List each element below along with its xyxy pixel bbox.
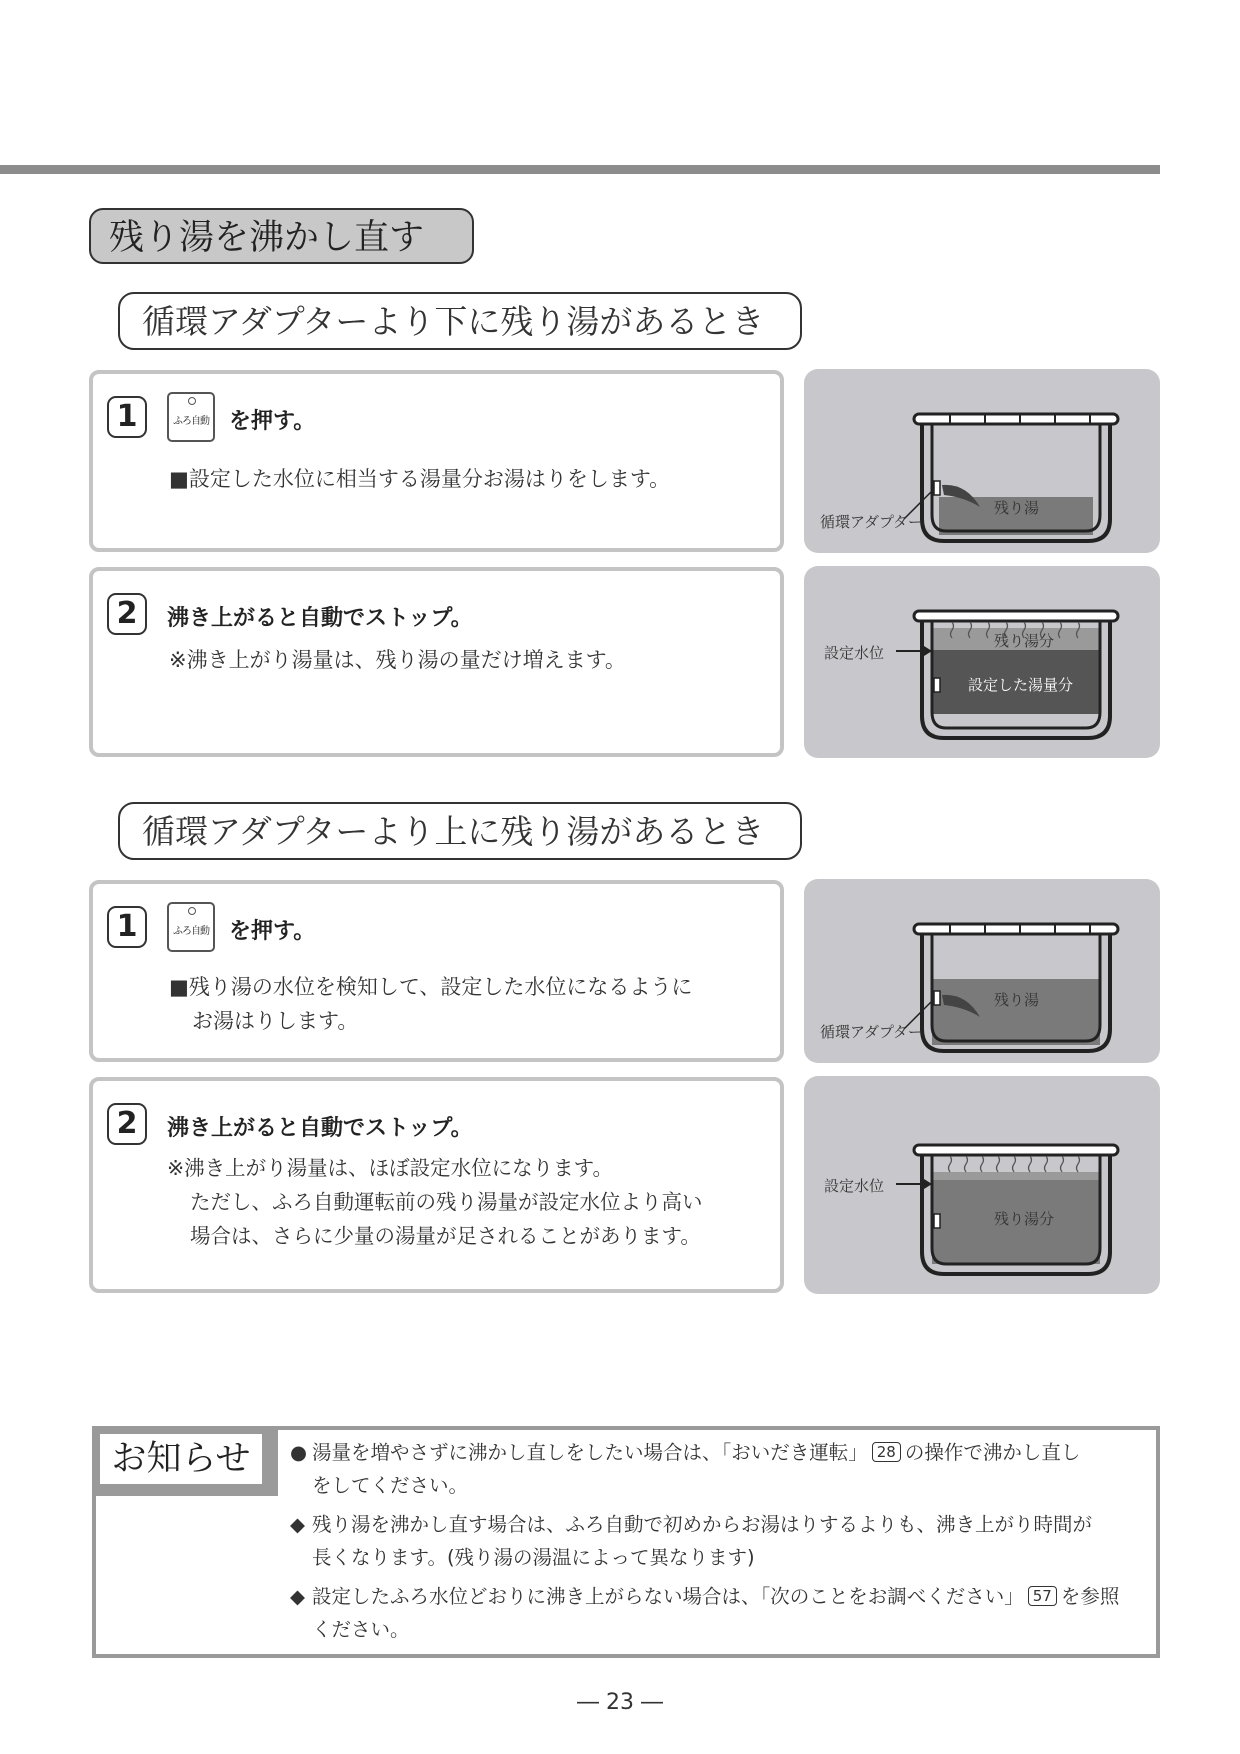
bottom-label: 設定した湯量分 (968, 676, 1074, 694)
adapter-label: 循環アダプター (820, 513, 923, 531)
top-rule (0, 165, 1160, 174)
section-title-below: 循環アダプターより下に残り湯があるとき (118, 292, 802, 350)
notice-tab (92, 1426, 278, 1496)
illustration-above-step1 (804, 879, 1160, 1063)
illustration-above-step2 (804, 1076, 1160, 1294)
bullet-icon: ◆ (290, 1585, 305, 1608)
step-number: 2 (107, 1103, 147, 1145)
step-number: 1 (107, 396, 147, 438)
step-number: 1 (107, 906, 147, 948)
step-1-box-above (89, 880, 784, 1062)
section-title-above: 循環アダプターより上に残り湯があるとき (118, 802, 802, 860)
furo-auto-button[interactable] (167, 392, 215, 442)
notice-item (290, 1508, 1150, 1574)
illustration-below-step1 (804, 369, 1160, 553)
level-label: 設定水位 (824, 644, 885, 662)
notice-text: の操作で沸かし直し (904, 1441, 1081, 1464)
step-description (169, 970, 692, 1038)
button-label: ふろ自動 (173, 926, 209, 937)
steam-icon (949, 1156, 1080, 1172)
furo-auto-button[interactable] (167, 902, 215, 952)
level-label: 設定水位 (824, 1177, 885, 1195)
notice-item (290, 1580, 1150, 1646)
text-line: ※沸き上がり湯量は、ほぼ設定水位になります。 (167, 1156, 614, 1180)
adapter-label: 循環アダプター (820, 1023, 923, 1041)
notice-text: 残り湯を沸かし直す場合は、ふろ自動で初めからお湯はりするよりも、沸き上がり時間が (312, 1513, 1093, 1536)
top-label: 残り湯分 (994, 632, 1055, 650)
notice-text: ください。 (312, 1618, 410, 1641)
step-heading: 沸き上がると自動でストップ。 (167, 1116, 473, 1141)
notice-label: お知らせ (100, 1434, 262, 1484)
notice-text: 湯量を増やさずに沸かし直しをしたい場合は、「おいだき運転」 (312, 1441, 868, 1464)
notice-item (290, 1436, 1150, 1502)
water-label: 残り湯 (994, 991, 1040, 1009)
notice-text: 長くなります。(残り湯の湯温によって異なります) (312, 1546, 755, 1569)
step-number: 2 (107, 593, 147, 635)
page-title: 残り湯を沸かし直す (89, 208, 474, 264)
button-label: ふろ自動 (173, 416, 209, 427)
notice-text: 設定したふろ水位どおりに沸き上がらない場合は、「次のことをお調べください」 (312, 1585, 1024, 1608)
bullet-icon: ◆ (290, 1513, 305, 1536)
step-description: ■設定した水位に相当する湯量分お湯はりをします。 (169, 467, 671, 491)
step-description: ※沸き上がり湯量は、残り湯の量だけ増えます。 (169, 648, 626, 672)
text-line: お湯はりします。 (192, 1009, 359, 1033)
water-label: 残り湯分 (994, 1210, 1055, 1228)
notice-text: を参照 (1060, 1585, 1120, 1608)
step-2-box-below (89, 567, 784, 757)
water-label: 残り湯 (994, 499, 1040, 517)
step-heading: を押す。 (229, 919, 316, 944)
page-ref-link[interactable]: 57 (1028, 1586, 1057, 1606)
text-line: ただし、ふろ自動運転前の残り湯量が設定水位より高い (190, 1190, 703, 1214)
step-heading: を押す。 (229, 409, 316, 434)
page-ref-link[interactable]: 28 (872, 1442, 901, 1462)
page-number: ― 23 ― (577, 1690, 663, 1715)
notice-text: をしてください。 (312, 1474, 469, 1497)
text-line: 場合は、さらに少量の湯量が足されることがあります。 (190, 1224, 701, 1248)
indicator-lamp-icon (188, 397, 196, 405)
illustration-below-step2 (804, 566, 1160, 758)
bullet-icon: ● (290, 1441, 308, 1464)
step-heading: 沸き上がると自動でストップ。 (167, 606, 473, 631)
step-1-box-below (89, 370, 784, 552)
indicator-lamp-icon (188, 907, 196, 915)
step-description (167, 1151, 703, 1253)
text-line: ■残り湯の水位を検知して、設定した水位になるように (169, 975, 693, 999)
step-2-box-above (89, 1077, 784, 1293)
